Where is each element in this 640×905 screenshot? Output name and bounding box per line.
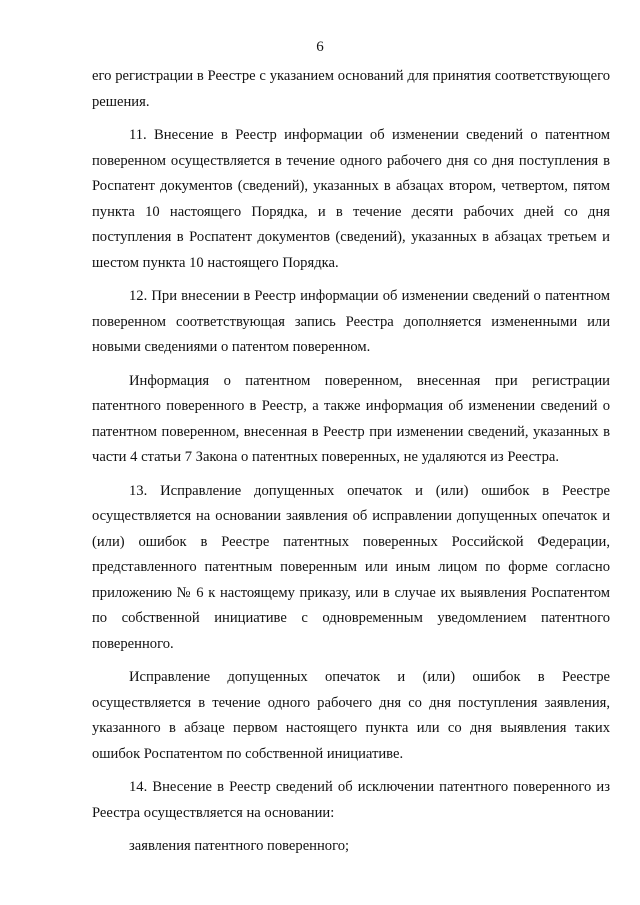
paragraph-item-13: 13. Исправление допущенных опечаток и (или) ошибок в Реестре осуществляется на основании заявления об исправлении допущенных опечаток и (или) ошибок в Реестре патентных поверенных Российской Федерации, представленного патентным поверенным или иным лицом по форме согласно приложению № 6 к настоящему приказу, или в случае их выявления Роспатентом по собственной инициативе с одновременным уведомлением патентного поверенного. [92,482,610,652]
paragraph-info-not-removed: Информация о патентном поверенном, внесенная при регистрации патентного поверенного в Реестр, а также информация об изменении сведений о патентном поверенном, внесенная в Реестр при изменении сведений, указанных в части 4 статьи 7 Закона о патентных поверенных, не удаляются из Реестра. [92,372,610,465]
paragraph-item-12: 12. При внесении в Реестр информации об изменении сведений о патентном поверенном соответствующая запись Реестра дополняется измененными или новыми сведениями о патентом поверенном. [92,288,610,355]
paragraph-item-11: 11. Внесение в Реестр информации об изменении сведений о патентном поверенном осуществляется в течение одного рабочего дня со дня поступления в Роспатент документов (сведений), указанных в абзацах втором, четвертом, пятом пункта 10 настоящего Порядка, и в течение десяти рабочих дней со дня поступления в Роспатент документов (сведений), указанных в абзацах третьем и шестом пункта 10 настоящего Порядка. [92,127,610,271]
paragraph-item-14: 14. Внесение в Реестр сведений об исключении патентного поверенного из Реестра осуществляется на основании: [92,779,610,821]
page-number: 6 [316,39,324,55]
document-body [92,64,610,868]
paragraph-application: заявления патентного поверенного; [129,838,350,854]
paragraph-correction-timing: Исправление допущенных опечаток и (или) ошибок в Реестре осуществляется в течение одного рабочего дня со дня поступления заявления, указанного в абзаце первом настоящего пункта или со дня выявления таких ошибок Роспатентом по собственной инициативе. [92,669,610,762]
paragraph-continuation: его регистрации в Реестре с указанием оснований для принятия соответствующего решения. [92,68,610,110]
